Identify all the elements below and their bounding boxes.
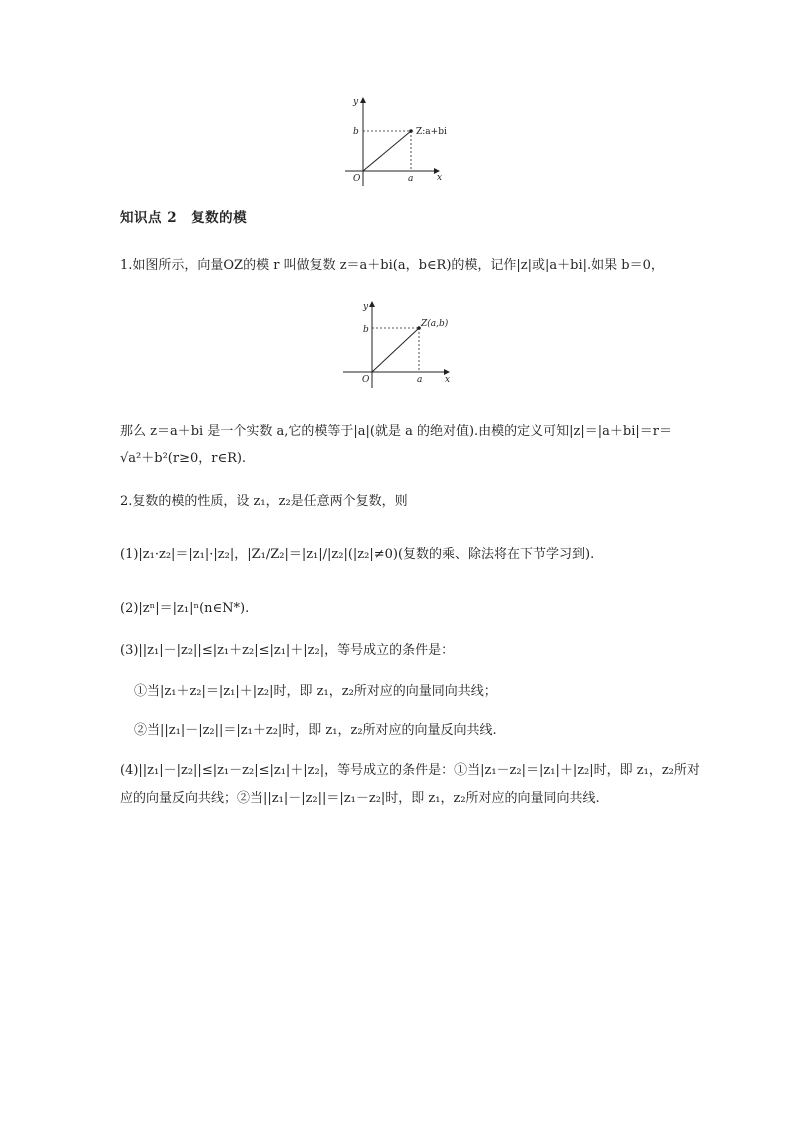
x-axis-label: x [437,173,443,183]
property-3: (3)||z₁|－|z₂||≤|z₁＋z₂|≤|z₁|＋|z₂|，等号成立的条件是： [120,643,455,658]
property-2: (2)|zⁿ|＝|z₁|ⁿ(n∈N*). [120,601,250,616]
b-label: b [353,127,359,137]
origin-label: O [353,174,361,184]
a-label: a [408,174,414,184]
property-4-cont: 应的向量反向共线；②当||z₁|－|z₂||＝|z₁－z₂|时，即 z₁，z₂所对应的向量同向共线. [120,791,600,806]
complex-plane-figure-1 [335,92,465,192]
vector-oz [372,328,419,372]
property-3-case-2: ②当||z₁|－|z₂||＝|z₁＋z₂|时，即 z₁，z₂所对应的向量反向共线. [134,723,497,738]
y-axis-label: y [363,302,369,312]
paragraph-definition: 1.如图所示，向量OZ的模 r 叫做复数 z＝a＋bi(a，b∈R)的模，记作|z|或|a＋bi|.如果 b＝0， [120,258,664,273]
section-heading: 知识点 2 复数的模 [120,210,248,226]
property-3-case-1: ①当|z₁＋z₂|＝|z₁|＋|z₂|时，即 z₁，z₂所对应的向量同向共线； [134,684,497,699]
point-label: Z:a+bi [416,127,447,137]
point-z [409,129,413,133]
a-label: a [417,375,423,385]
complex-plane-figure-2 [337,298,462,390]
properties-intro: 2.复数的模的性质，设 z₁，z₂是任意两个复数，则 [120,494,408,509]
property-1: (1)|z₁·z₂|＝|z₁|·|z₂|，|Z₁/Z₂|＝|z₁|/|z₂|(|z₂|≠0)(复数的乘、除法将在下节学习到). [120,547,595,562]
paragraph-real-case: 那么 z＝a＋bi 是一个实数 a,它的模等于|a|(就是 a 的绝对值).由模的定义可知|z|＝|a＋bi|＝r＝ [120,424,672,439]
x-axis-label: x [445,375,451,385]
y-axis-label: y [353,97,359,107]
property-4: (4)||z₁|－|z₂||≤|z₁－z₂|≤|z₁|＋|z₂|，等号成立的条件是：①当|z₁－z₂|＝|z₁|＋|z₂|时，即 z₁，z₂所对 [120,763,700,778]
point-label: Z(a,b) [421,319,449,329]
vector-oz [363,131,411,171]
origin-label: O [362,375,370,385]
b-label: b [363,325,369,335]
paragraph-real-case-cont: √a²＋b²(r≥0，r∈R). [120,451,247,466]
